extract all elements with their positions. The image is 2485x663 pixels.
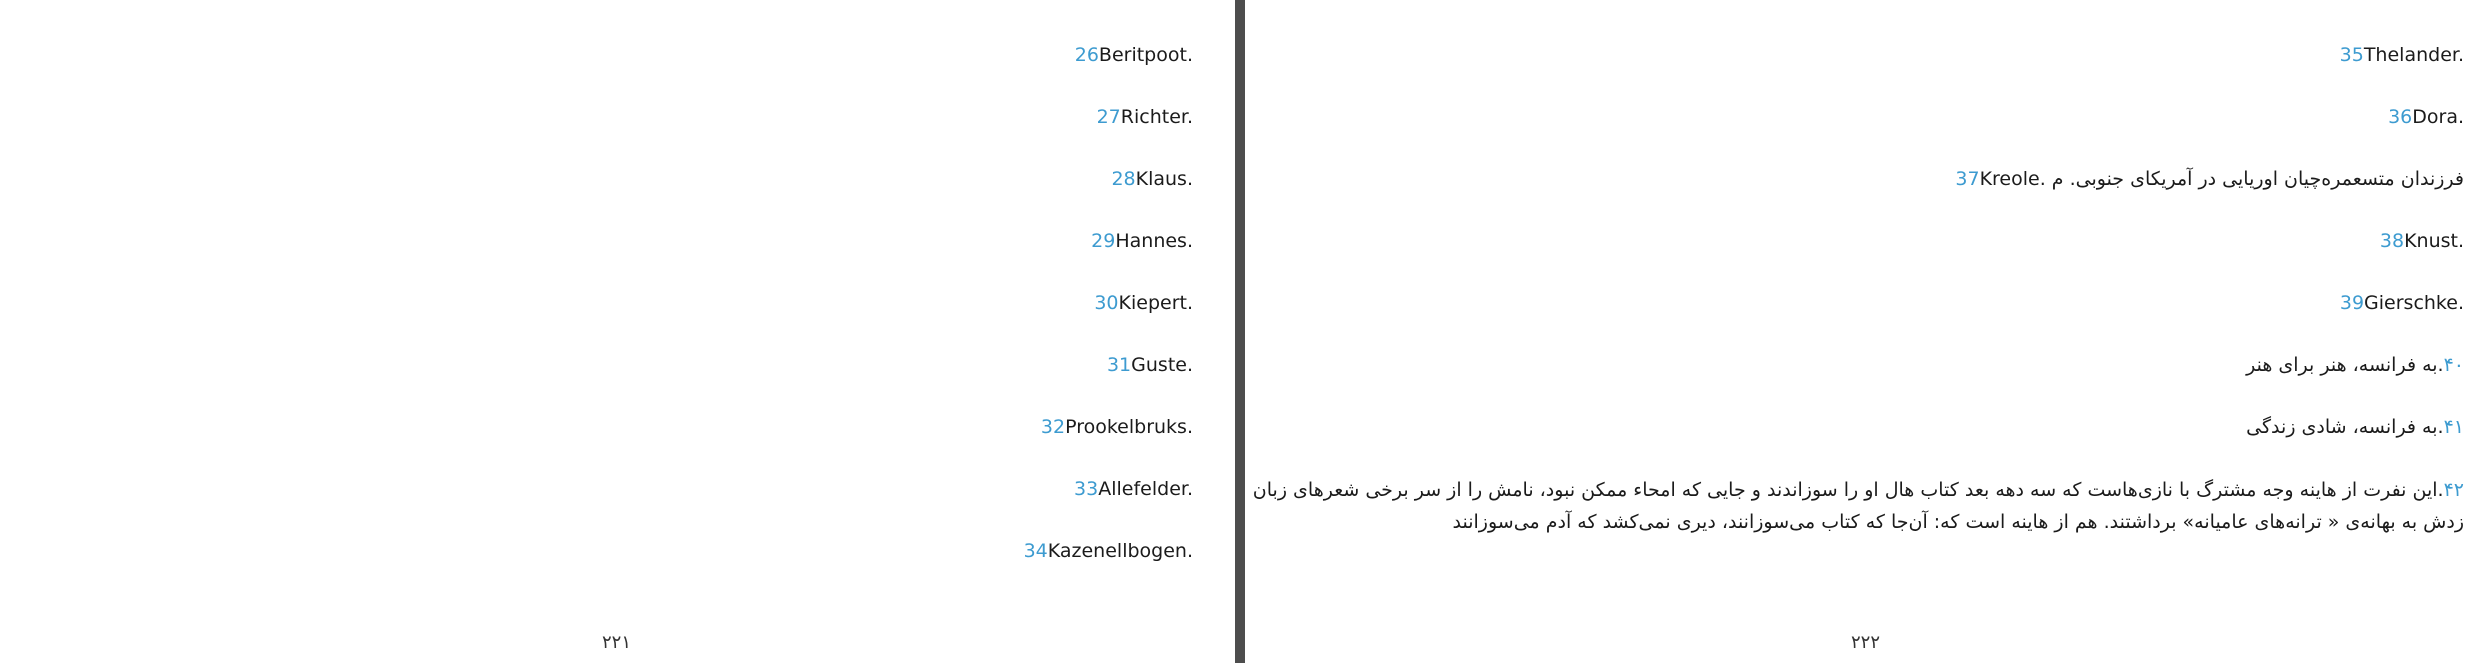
footnote-29 <box>1091 229 1193 253</box>
footnote-number: 36 <box>2388 106 2413 128</box>
footnote-32 <box>1041 415 1193 439</box>
footnote-33 <box>1074 477 1193 501</box>
footnote-38 <box>2380 229 2464 253</box>
book-gutter <box>1235 0 1245 663</box>
footnote-number: 33 <box>1074 478 1099 500</box>
footnote-number: 30 <box>1094 292 1119 314</box>
footnote-text: Prookelbruks. <box>1065 416 1193 438</box>
footnote-number: 35 <box>2339 44 2364 66</box>
footnote-text: .به فرانسه، شادی زندگی <box>2246 416 2444 438</box>
footnote-number: ۴۱ <box>2443 416 2464 438</box>
footnote-text: Richter. <box>1120 106 1193 128</box>
footnote-number: 29 <box>1091 230 1116 252</box>
footnote-text: Gierschke. <box>2364 292 2464 314</box>
footnote-number: 37 <box>1955 168 1980 190</box>
page-number: ۲۲۱ <box>602 632 632 653</box>
footnote-41 <box>2246 415 2464 439</box>
footnote-number: 34 <box>1023 540 1048 562</box>
right-page <box>1245 0 2485 663</box>
footnote-text: Dora. <box>2412 106 2464 128</box>
footnote-number: 38 <box>2379 230 2405 252</box>
footnote-40 <box>2246 353 2464 377</box>
footnote-text: Beritpoot. <box>1098 44 1193 66</box>
footnote-37 <box>1955 167 2464 191</box>
footnote-text: .به فرانسه، هنر برای هنر <box>2246 354 2444 376</box>
footnote-28 <box>1111 167 1193 191</box>
footnote-31 <box>1107 353 1193 377</box>
footnote-text: Hannes. <box>1115 230 1193 252</box>
footnote-text: Kreole. فرزندان متسعمره‌چیان اوریایی در آمریکای جنوبی. م <box>1979 168 2464 190</box>
footnote-number: 32 <box>1040 416 1066 438</box>
footnote-text: Klaus. <box>1135 168 1193 190</box>
footnote-36 <box>2388 105 2464 129</box>
footnote-number: ۴۰ <box>2443 354 2464 376</box>
footnote-39 <box>2340 291 2464 315</box>
footnote-34 <box>1024 539 1193 563</box>
footnote-35 <box>2340 43 2464 67</box>
footnote-number: 27 <box>1096 106 1121 128</box>
footnote-number: 31 <box>1106 354 1132 376</box>
footnote-text: Guste. <box>1131 354 1193 376</box>
footnote-number: 28 <box>1111 168 1136 190</box>
footnote-42 <box>1250 474 2464 538</box>
footnote-text: Thelander. <box>2363 44 2464 66</box>
footnote-text: Kiepert. <box>1118 292 1193 314</box>
footnote-number: 39 <box>2339 292 2365 314</box>
footnote-text: Knust. <box>2404 230 2464 252</box>
footnote-text: .این نفرت از هاینه وجه مشترگ با نازی‌هاست که سه دهه بعد کتاب هال او را سوزاندند و جایی که امحاء ممکن نبود، نامش را از سر برخی شعرهای زبان زدش به بهانه‌ی « ترانه‌های عامیانه» برداشتند. هم از هاینه است که: آن‌جا که کتاب می‌سوزانند، دیری نمی‌کشد که آدم می‌سوزانند <box>1252 479 2464 533</box>
footnote-number: 26 <box>1074 44 1099 66</box>
footnote-30 <box>1094 291 1193 315</box>
footnote-26 <box>1075 43 1193 67</box>
footnote-text: Kazenellbogen. <box>1047 540 1193 562</box>
footnote-number: ۴۲ <box>2443 479 2464 501</box>
left-page <box>0 0 1235 663</box>
footnote-27 <box>1097 105 1193 129</box>
page-number: ۲۲۲ <box>1851 632 1881 653</box>
footnote-text: Allefelder. <box>1098 478 1193 500</box>
